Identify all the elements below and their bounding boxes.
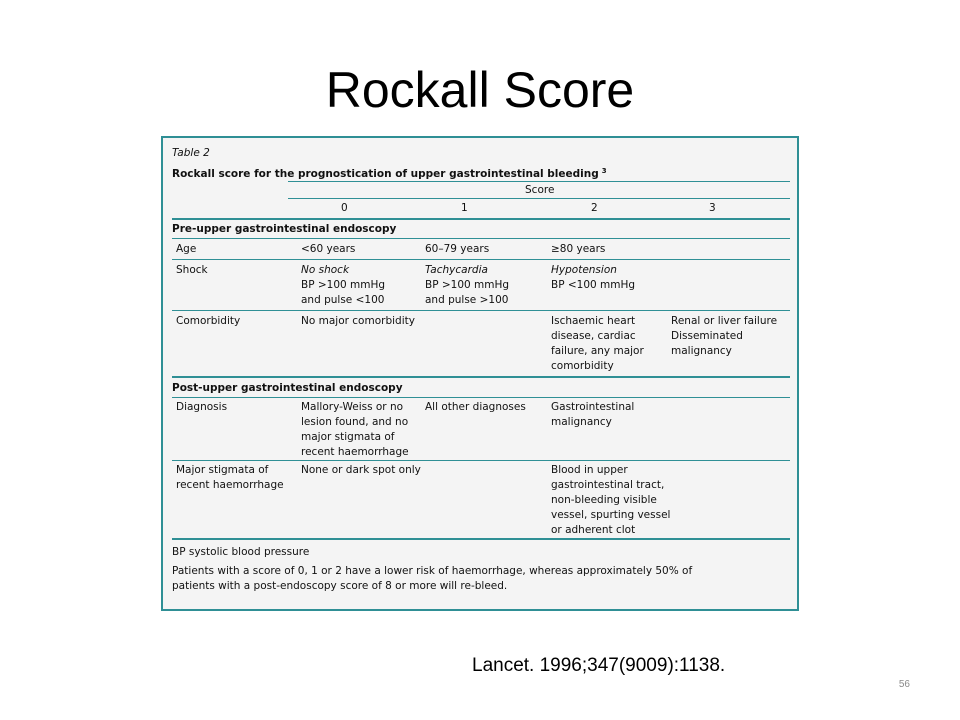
row-diagnosis-score-1: All other diagnoses	[425, 401, 526, 413]
row-stigmata-score-2-line: Blood in upper	[551, 464, 628, 476]
row-shock-score-1-title: Tachycardia	[425, 264, 488, 276]
section-post-endoscopy: Post-upper gastrointestinal endoscopy	[172, 382, 403, 394]
row-age-rule	[172, 259, 790, 260]
table-label: Table 2	[172, 147, 210, 159]
row-diagnosis-score-0-line: Mallory-Weiss or no	[301, 401, 404, 413]
row-comorbidity-score-3-line: Disseminated	[671, 330, 743, 342]
row-shock-label: Shock	[176, 264, 208, 276]
row-comorbidity-score-2-line: comorbidity	[551, 360, 614, 372]
row-stigmata-score-2-line: non-bleeding visible	[551, 494, 657, 506]
row-diagnosis-score-2-line: malignancy	[551, 416, 612, 428]
footnote-note-line: Patients with a score of 0, 1 or 2 have a lower risk of haemorrhage, whereas approximately 50% of	[172, 565, 693, 577]
section-post-rule	[172, 397, 790, 398]
row-age-label: Age	[176, 243, 197, 255]
section-pre-endoscopy: Pre-upper gastrointestinal endoscopy	[172, 223, 397, 235]
table-caption	[172, 164, 607, 181]
citation: Lancet. 1996;347(9009):1138.	[472, 655, 726, 676]
row-stigmata-label-line: Major stigmata of	[176, 464, 269, 476]
row-shock-score-2-title: Hypotension	[551, 264, 617, 276]
row-diagnosis-score-0-line: lesion found, and no	[301, 416, 409, 428]
row-stigmata-score-2-line: vessel, spurting vessel	[551, 509, 671, 521]
row-age-score-0: <60 years	[301, 243, 356, 255]
row-comorbidity-score-3-line: Renal or liver failure	[671, 315, 778, 327]
table-caption-ref: 3	[601, 167, 607, 175]
score-col-2: 2	[591, 202, 598, 214]
row-diagnosis-label: Diagnosis	[176, 401, 228, 413]
section-pre-end-rule	[172, 376, 790, 378]
row-stigmata-score-2-line: or adherent clot	[551, 524, 636, 536]
row-shock-rule	[172, 310, 790, 311]
slide-title: Rockall Score	[325, 62, 635, 118]
footnote-note-line: patients with a post-endoscopy score of 8 or more will re-bleed.	[172, 580, 508, 592]
row-shock-score-0-line: BP >100 mmHg	[301, 279, 386, 291]
row-diagnosis-score-0-line: recent haemorrhage	[301, 446, 409, 458]
section-pre-rule	[172, 238, 790, 239]
row-diagnosis-score-0-line: major stigmata of	[301, 431, 395, 443]
row-comorbidity-score-3-line: malignancy	[671, 345, 732, 357]
row-stigmata-score-2-line: gastrointestinal tract,	[551, 479, 665, 491]
score-header: Score	[525, 184, 555, 196]
rockall-table	[161, 136, 799, 611]
columns-rule	[172, 218, 790, 220]
score-col-3: 3	[709, 202, 716, 214]
row-comorbidity-score-0: No major comorbidity	[301, 315, 415, 327]
table-caption-text: Rockall score for the prognostication of upper gastrointestinal bleeding	[172, 168, 599, 180]
row-stigmata-score-0: None or dark spot only	[301, 464, 421, 476]
row-diagnosis-score-2-line: Gastrointestinal	[551, 401, 635, 413]
table-bottom-rule	[172, 538, 790, 540]
row-shock-score-1-line: BP >100 mmHg	[425, 279, 510, 291]
row-age-score-2: ≥80 years	[551, 243, 606, 255]
row-shock-score-0-line: and pulse <100	[301, 294, 385, 306]
footnote-bp: BP systolic blood pressure	[172, 546, 310, 558]
score-header-rule	[288, 198, 790, 199]
row-shock-score-1-line: and pulse >100	[425, 294, 509, 306]
row-age-score-1: 60–79 years	[425, 243, 490, 255]
row-comorbidity-label: Comorbidity	[176, 315, 241, 327]
row-shock-score-0-title: No shock	[301, 264, 350, 276]
score-col-1: 1	[461, 202, 468, 214]
row-shock-score-2-line: BP <100 mmHg	[551, 279, 636, 291]
row-comorbidity-score-2-line: disease, cardiac	[551, 330, 636, 342]
row-comorbidity-score-2-line: failure, any major	[551, 345, 644, 357]
row-stigmata-label-line: recent haemorrhage	[176, 479, 284, 491]
score-col-0: 0	[341, 202, 348, 214]
score-top-rule	[288, 181, 790, 182]
row-comorbidity-score-2-line: Ischaemic heart	[551, 315, 636, 327]
page-number: 56	[898, 679, 910, 690]
row-diagnosis-rule	[172, 460, 790, 461]
